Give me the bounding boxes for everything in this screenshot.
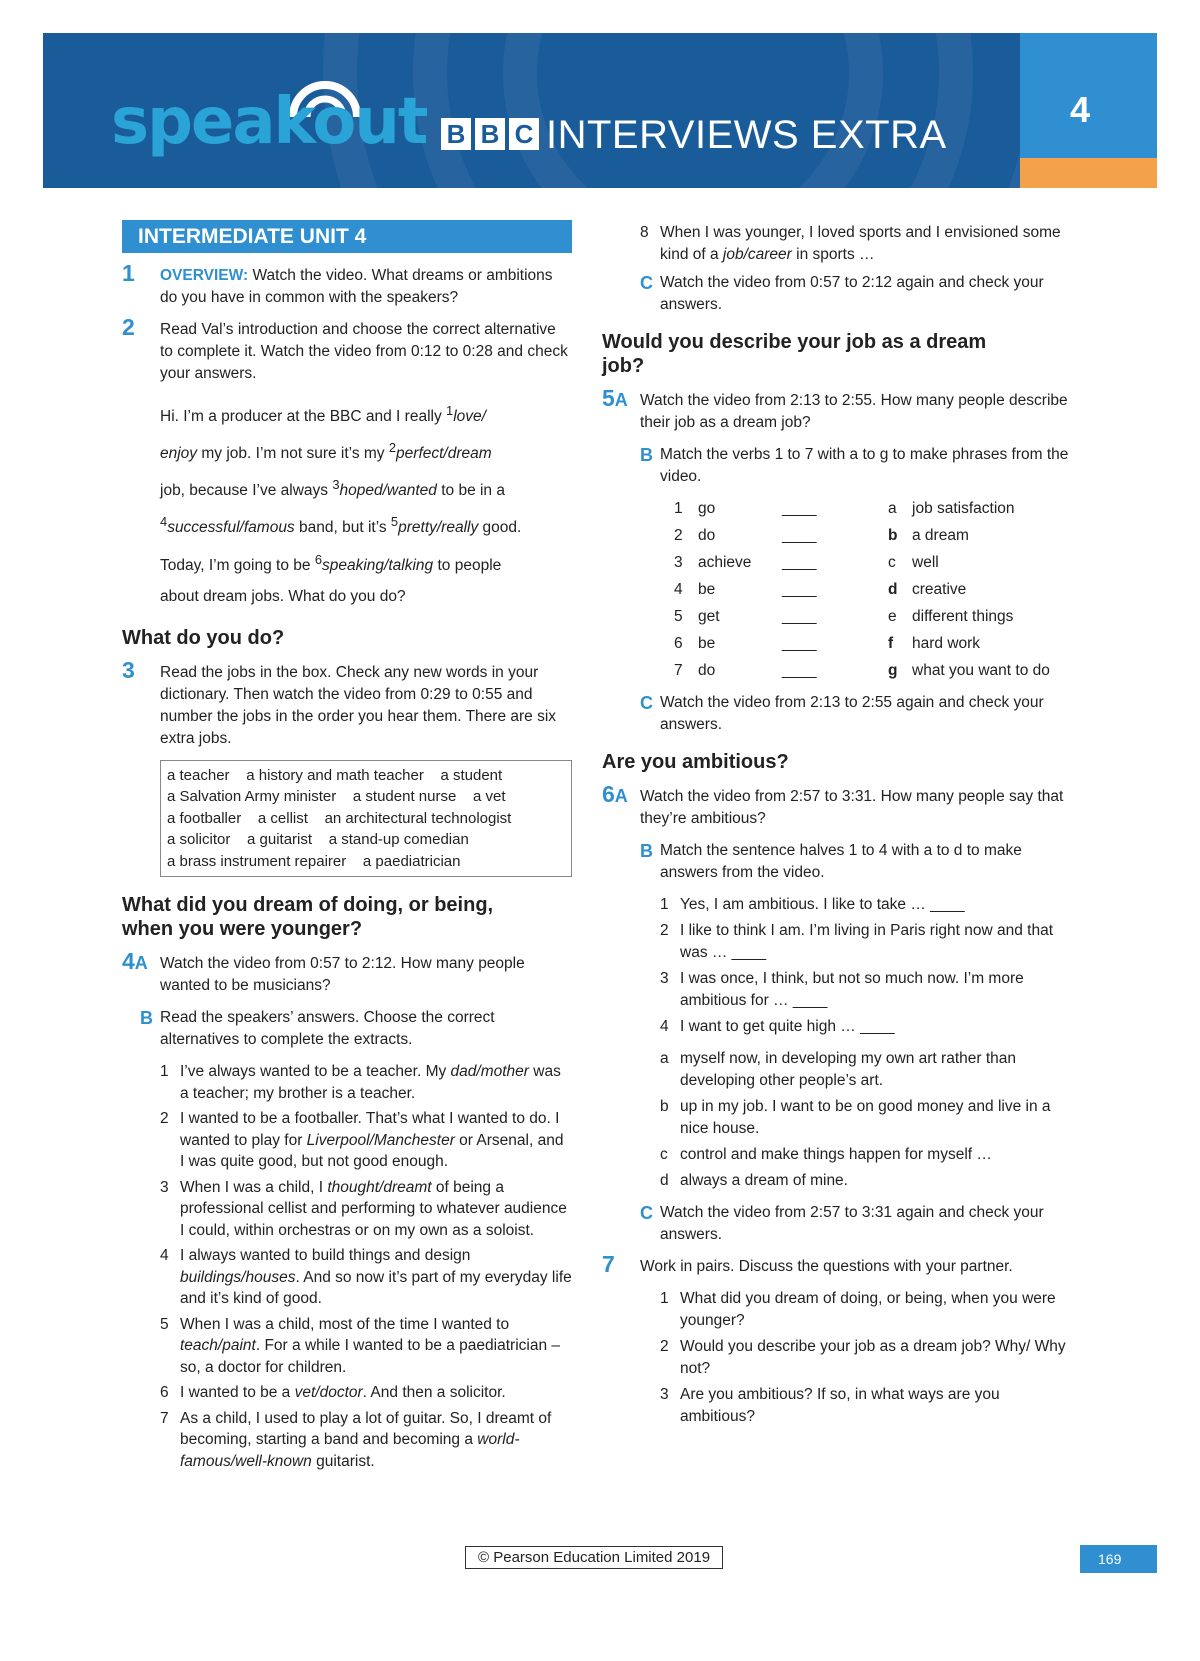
list-item: 6 I wanted to be a vet/doctor. And then a solicitor. [160,1384,506,1402]
unit-number: 4 [1070,89,1091,130]
exercise-text: Read the jobs in the box. Check any new words in your dictionary. Then watch the video from 0:29 to 0:55 and number the jobs in the order you hear them. There are six extra jobs. [160,663,557,747]
exercise-text: Match the verbs 1 to 7 with a to g to make phrases from the video. [660,446,1069,485]
matching-table: 1 go ____ a job satisfaction 2 do ____ b a dream 3 achieve ____ c well 4 be ____ d creative 5 get ____ e different things 6 be ____ f hard work 7 do ____ g what you want to do [674,498,1072,682]
answer-blank[interactable]: ____ [782,527,817,544]
list-item: 4 I want to get quite high … ____ [660,1018,895,1035]
exercise-7 [602,1251,1072,1278]
unit-number-box [1020,33,1157,158]
list-item: a myself now, in developing my own art rather than developing other people’s art. [660,1050,1017,1089]
list-item: 2 I like to think I am. I’m living in Paris right now and that was … ____ [660,922,1054,961]
exercise-text: Match the sentence halves 1 to 4 with a to d to make answers from the video. [660,842,1022,881]
exercise-number: 5A [602,385,628,411]
decorative-rings [323,33,1063,188]
list-item: 5 When I was a child, most of the time I wanted to teach/paint. For a while I wanted to be a paediatrician – so, a doctor for children. [160,1315,560,1376]
exercise-number: 4A [122,948,148,975]
list-item: 2 Would you describe your job as a dream job? Why/ Why not? [660,1338,1066,1377]
exercise-text: Watch the video from 2:57 to 3:31 again and check your answers. [660,1204,1044,1243]
exercise-5b: B Match the verbs 1 to 7 with a to g to make phrases from the video. [640,445,1069,485]
exercise-2 [122,314,572,385]
exercise-6b: B Match the sentence halves 1 to 4 with a to d to make answers from the video. [640,841,1022,881]
copyright-footer: © Pearson Education Limited 2019 [465,1546,723,1569]
exercise-text: Watch the video from 2:13 to 2:55. How many people describe their job as a dream job? [640,392,1068,431]
answer-blank[interactable]: ____ [782,500,817,517]
list-item: 3 When I was a child, I thought/dreamt of being a professional cellist and performing to whatever audience I could, within orchestras or on my own as a soloist. [160,1178,567,1239]
exercise-text: Read Val’s introduction and choose the correct alternative to complete it. Watch the video from 0:12 to 0:28 and check your answers. [160,321,568,382]
page-number: 169 [1080,1545,1157,1573]
exercise-text: Watch the video. What dreams or ambitions do you have in common with the speakers? [160,267,553,306]
exercise-text: Watch the video from 0:57 to 2:12. How many people wanted to be musicians? [160,955,525,995]
exercise-5c: C Watch the video from 2:13 to 2:55 again and check your answers. [640,693,1044,733]
exercise-6a [602,781,1072,830]
list-item: 2 I wanted to be a footballer. That’s what I wanted to do. I wanted to play for Liverpool/Manchester or Arsenal, and I was quite good, but not good enough. [160,1110,564,1171]
list-item: b up in my job. I want to be on good money and live in a nice house. [660,1098,1051,1137]
bbc-logo: B B C [441,118,539,150]
exercise-3 [122,656,572,750]
exercise-text: Read the speakers’ answers. Choose the correct alternatives to complete the extracts. [160,1009,495,1049]
exercise-number: 7 [602,1251,615,1277]
exercise-7-items [622,1288,1072,1428]
exercise-4a [122,948,572,997]
list-item: 1 Yes, I am ambitious. I like to take … ____ [660,896,965,913]
unit-heading: INTERMEDIATE UNIT 4 [122,220,572,253]
answer-blank[interactable]: ____ [782,554,817,571]
exercise-4c: C Watch the video from 0:57 to 2:12 again and check your answers. [640,273,1044,313]
overview-keyword: OVERVIEW: [160,267,249,284]
list-item: 1 I’ve always wanted to be a teacher. My dad/mother was a teacher; my brother is a teacher. [160,1063,561,1102]
list-item: 1 What did you dream of doing, or being, when you were younger? [660,1290,1056,1329]
exercise-number: 2 [122,314,135,340]
exercise-6c: C Watch the video from 2:57 to 3:31 again and check your answers. [640,1203,1044,1243]
section-heading: Are you ambitious? [602,751,789,773]
exercise-text: Watch the video from 2:57 to 3:31. How many people say that they’re ambitious? [640,788,1064,827]
exercise-4b: B Read the speakers’ answers. Choose the correct alternatives to complete the extracts. [140,1008,495,1049]
exercise-text: Watch the video from 2:13 to 2:55 again and check your answers. [660,694,1044,733]
section-heading: Would you describe your job as a dream job? [602,331,987,377]
exercise-number: 1 [122,260,135,286]
list-item: 7 As a child, I used to play a lot of guitar. So, I dreamt of becoming, starting a band and becoming a world-famous/well-known guitarist. [160,1409,552,1470]
exercise-number: 6A [602,781,628,807]
list-item: 8 When I was younger, I loved sports and I envisioned some kind of a job/career in sports … [640,224,1061,263]
val-introduction: Hi. I’m a producer at the BBC and I really $^1$love/ enjoy my job. I’m not sure it’s my $^2$perfect/dream job, because I’ve always $^3$hoped/wanted to be in a $^4$successful/famous band, but it’s $^5$pretty/really good. Today, I’m going to be $^6$speaking/talking to people about dream jobs. What do you do? [160,403,522,605]
right-column [602,222,1072,1432]
banner-title: INTERVIEWS EXTRA [546,113,947,157]
section-heading: What did you dream of doing, or being, when you were younger? [122,894,494,941]
jobs-box: a teacher a history and math teacher a student a Salvation Army minister a student nurse a vet a footballer a cellist an architectural technologist a solicitor a guitarist a stand-up comedian a brass instrument repairer a paediatrician [160,760,572,878]
list-item: 3 I was once, I think, but not so much now. I’m more ambitious for … ____ [660,970,1024,1009]
list-item: 3 Are you ambitious? If so, in what ways are you ambitious? [660,1386,1000,1425]
section-heading: What do you do? [122,626,285,649]
list-item: c control and make things happen for myself … [660,1146,992,1163]
unit-accent-bar [1020,158,1157,188]
exercise-1 [122,260,572,309]
speakout-logo: speakout [111,85,427,159]
header-banner [43,33,1157,188]
exercise-text: Work in pairs. Discuss the questions with your partner. [640,1258,1013,1275]
answer-blank[interactable]: ____ [782,581,817,598]
exercise-6-halves [622,894,1072,1192]
exercise-5a [602,385,1072,434]
exercise-text: Watch the video from 0:57 to 2:12 again and check your answers. [660,274,1044,313]
exercise-number: 3 [122,656,135,683]
answer-blank[interactable]: ____ [782,635,817,652]
answer-blank[interactable]: ____ [782,608,817,625]
exercise-4-items [122,1061,572,1472]
exercise-4-items-continued [622,222,1072,266]
left-column [122,220,572,1476]
list-item: 4 I always wanted to build things and design buildings/houses. And so now it’s part of my everyday life and it’s kind of good. [160,1247,572,1308]
answer-blank[interactable]: ____ [782,662,817,679]
list-item: d always a dream of mine. [660,1172,848,1189]
